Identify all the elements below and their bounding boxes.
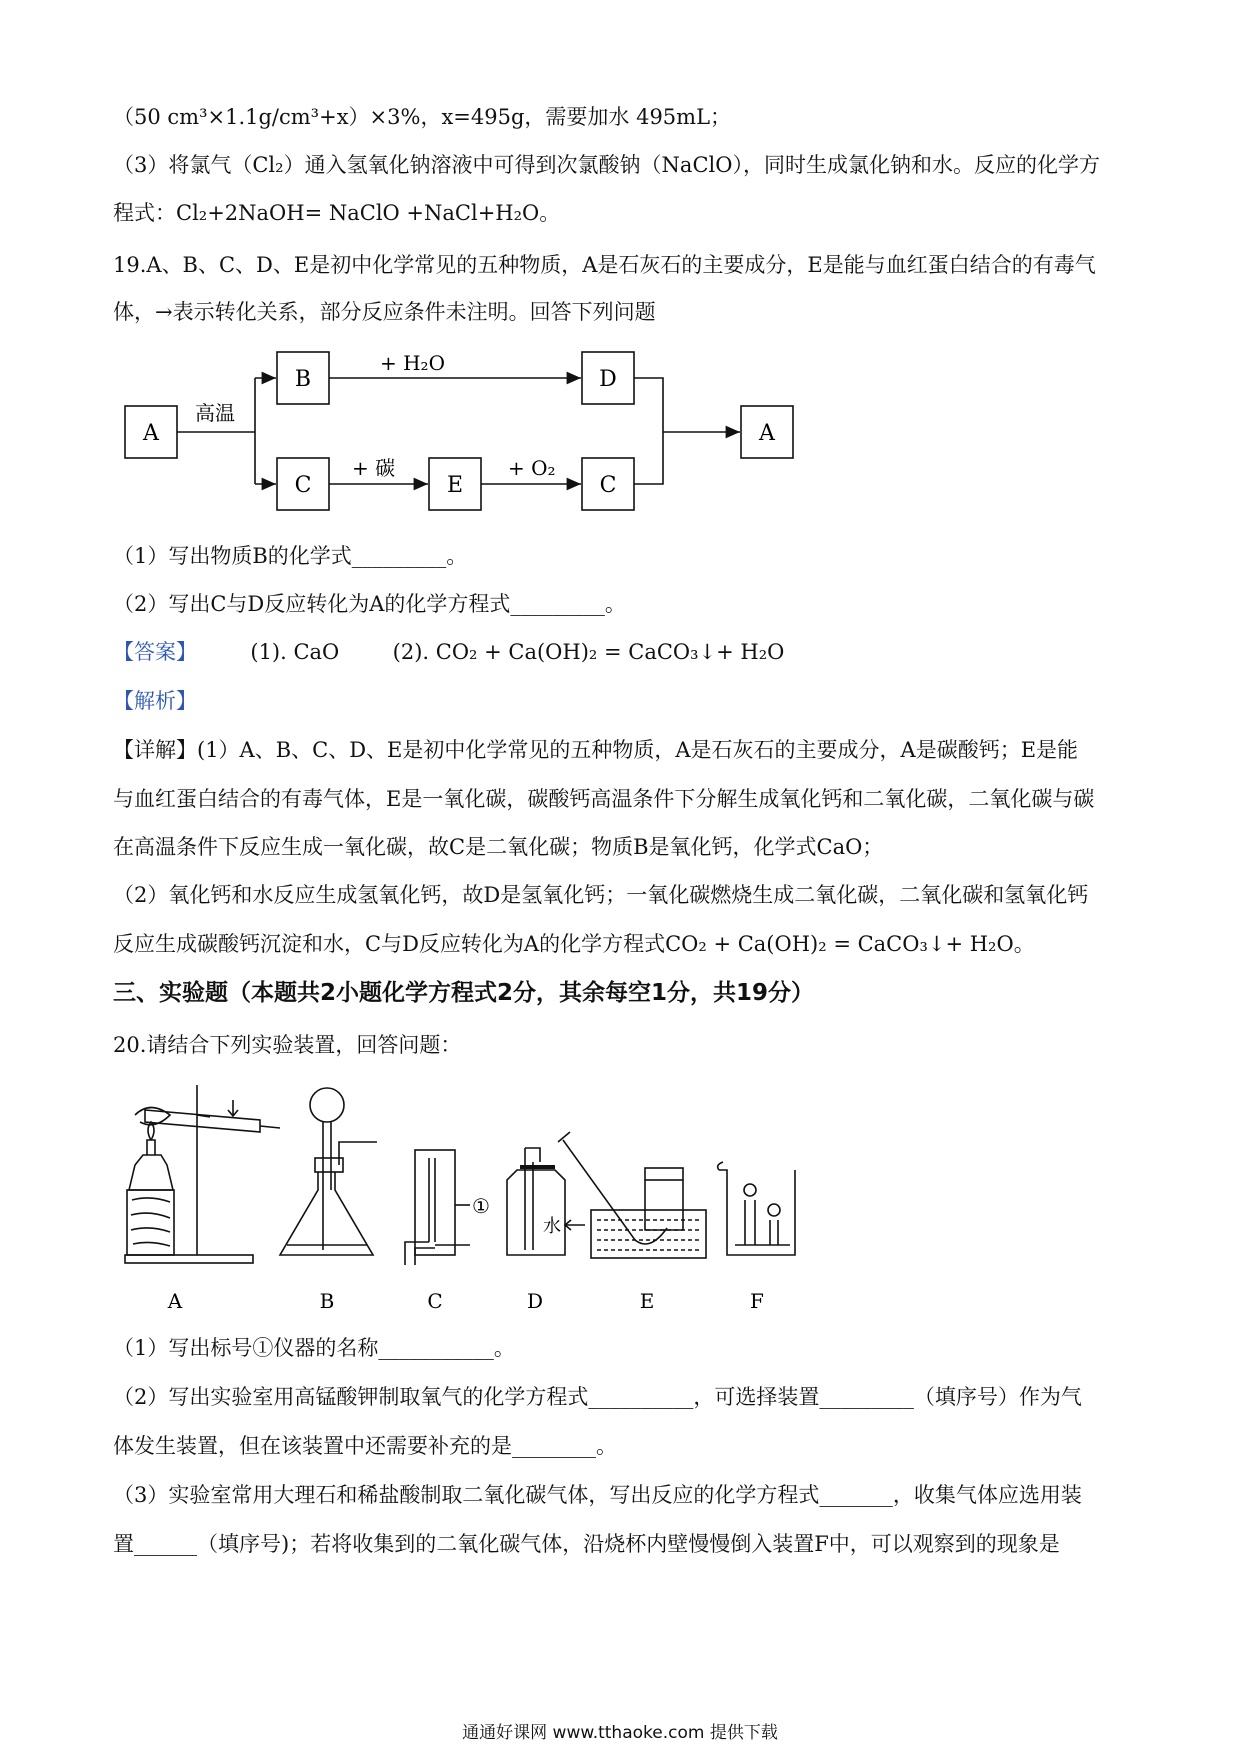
condition-plus-carbon: + 碳	[352, 456, 396, 480]
connector-merge	[634, 378, 663, 484]
apparatus-label-d: D	[526, 1289, 544, 1313]
answer-1: (1). CaO	[250, 640, 340, 664]
label-a-right: A	[759, 421, 775, 446]
detail-line: 在高温条件下反应生成一氧化碳，故C是二氧化碳；物质B是氧化钙，化学式CaO；	[113, 835, 884, 859]
apparatus-marker-1: ①	[472, 1194, 490, 1218]
apparatus-water-label: 水	[543, 1216, 561, 1237]
section-heading: 三、实验题（本题共2小题化学方程式2分，其余每空1分，共19分）	[113, 980, 815, 1006]
question-20: 20.请结合下列实验装置，回答问题：	[113, 1033, 462, 1057]
question-19-2: （2）写出C与D反应转化为A的化学方程式_________。	[113, 592, 626, 616]
label-c2: C	[599, 473, 617, 498]
question-20-2: （2）写出实验室用高锰酸钾制取氧气的化学方程式__________，可选择装置_________（填序号）作为气	[113, 1385, 1082, 1409]
apparatus-b	[280, 1088, 377, 1255]
page-footer: 通通好课网 www.tthaoke.com 提供下载	[462, 1723, 778, 1743]
question-19: 19.A、B、C、D、E是初中化学常见的五种物质，A是石灰石的主要成分，E是能与血红蛋白结合的有毒气	[113, 253, 1096, 277]
analysis-tag: 【解析】	[113, 689, 197, 713]
apparatus-c	[405, 1150, 470, 1265]
apparatus-label-a: A	[167, 1289, 183, 1313]
text-line: 程式：Cl₂+2NaOH= NaClO +NaCl+H₂O。	[113, 201, 561, 225]
apparatus-label-c: C	[427, 1289, 443, 1313]
question-20-1: （1）写出标号①仪器的名称___________。	[113, 1336, 515, 1360]
label-d: D	[599, 367, 617, 392]
apparatus-figure	[115, 1070, 905, 1320]
connector-a-split	[177, 378, 255, 484]
condition-high-temp: 高温	[195, 401, 235, 425]
apparatus-label-f: F	[750, 1289, 764, 1313]
apparatus-a	[125, 1085, 280, 1263]
text-line: （3）将氯气（Cl₂）通入氢氧化钠溶液中可得到次氯酸钠（NaClO），同时生成氯化钠和水。反应的化学方	[113, 153, 1100, 177]
label-c1: C	[294, 473, 312, 498]
answer-tag: 【答案】	[113, 640, 197, 664]
text-line: 体发生装置，但在该装置中还需要补充的是________。	[113, 1434, 617, 1458]
question-19-1: （1）写出物质B的化学式_________。	[113, 544, 468, 568]
condition-plus-o2: + O₂	[508, 456, 556, 480]
apparatus-f	[718, 1162, 795, 1255]
apparatus-label-e: E	[639, 1289, 655, 1313]
text-line: 置______（填序号)；若将收集到的二氧化碳气体，沿烧杯内壁慢慢倒入装置F中，可以观察到的现象是	[113, 1532, 1060, 1556]
text-line: （50 cm³×1.1g/cm³+x）×3%，x=495g，需要加水 495mL；	[113, 105, 732, 129]
label-b: B	[294, 367, 312, 392]
condition-plus-h2o: + H₂O	[380, 351, 445, 375]
detail-line: 【详解】(1）A、B、C、D、E是初中化学常见的五种物质，A是石灰石的主要成分，A是碳酸钙；E是能	[113, 738, 1079, 762]
apparatus-label-b: B	[319, 1289, 335, 1313]
label-a-left: A	[143, 421, 159, 446]
detail-line: 反应生成碳酸钙沉淀和水，C与D反应转化为A的化学方程式CO₂ + Ca(OH)₂ = CaCO₃↓+ H₂O。	[113, 932, 1035, 956]
detail-line: （2）氧化钙和水反应生成氢氧化钙，故D是氢氧化钙；一氧化碳燃烧生成二氧化碳，二氧化碳和氢氧化钙	[113, 883, 1089, 907]
transformation-flow-diagram	[110, 340, 830, 520]
answer-2: (2). CO₂ + Ca(OH)₂ = CaCO₃↓+ H₂O	[392, 640, 785, 664]
apparatus-e	[558, 1132, 706, 1258]
apparatus-d	[507, 1148, 565, 1255]
answer-line	[113, 637, 784, 667]
question-20-3: （3）实验室常用大理石和稀盐酸制取二氧化碳气体，写出反应的化学方程式_______，收集气体应选用装	[113, 1483, 1082, 1507]
label-e: E	[446, 473, 464, 498]
text-line: 体，→表示转化关系，部分反应条件未注明。回答下列问题	[113, 300, 656, 324]
detail-line: 与血红蛋白结合的有毒气体，E是一氧化碳，碳酸钙高温条件下分解生成氧化钙和二氧化碳，二氧化碳与碳	[113, 787, 1095, 811]
